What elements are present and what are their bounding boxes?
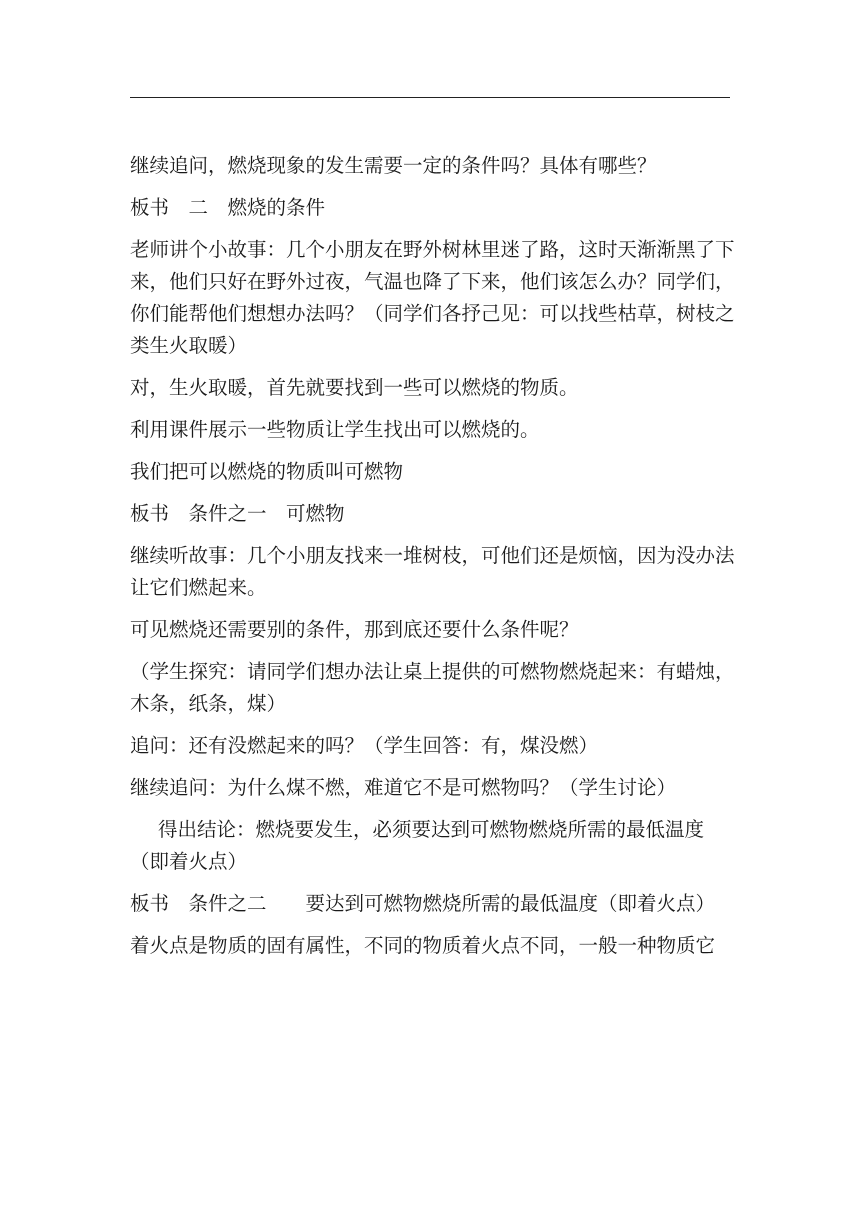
paragraph: 继续追问，燃烧现象的发生需要一定的条件吗？具体有哪些？ xyxy=(130,154,657,177)
conclusion-paragraph: 得出结论：燃烧要发生，必须要达到可燃物燃烧所需的最低温度（即着火点） xyxy=(130,818,705,873)
paragraph: 着火点是物质的固有属性，不同的物质着火点不同，一般一种物质它 xyxy=(130,934,716,957)
paragraph: 对，生火取暖，首先就要找到一些可以燃烧的物质。 xyxy=(130,376,579,399)
paragraph: 继续追问：为什么煤不燃，难道它不是可燃物吗？（学生讨论） xyxy=(130,776,677,799)
board-note-heading: 板书 二 燃烧的条件 xyxy=(130,196,326,219)
paragraph: 老师讲个小故事：几个小朋友在野外树林里迷了路，这时天渐渐黑了下来，他们只好在野外过夜，气温也降了下来，他们该怎么办？同学们，你们能帮他们想想办法吗？（同学们各抒己见：可以找些枯草，树枝之类生火取暖） xyxy=(130,238,735,357)
header-rule xyxy=(130,97,730,98)
paragraph: （学生探究：请同学们想办法让桌上提供的可燃物燃烧起来：有蜡烛，木条，纸条，煤） xyxy=(130,660,735,715)
paragraph: 利用课件展示一些物质让学生找出可以燃烧的。 xyxy=(130,418,540,441)
board-note-heading: 板书 条件之一 可燃物 xyxy=(130,502,345,525)
paragraph: 继续听故事：几个小朋友找来一堆树枝，可他们还是烦恼，因为没办法让它们燃起来。 xyxy=(130,544,735,599)
paragraph: 可见燃烧还需要别的条件，那到底还要什么条件呢？ xyxy=(130,618,579,641)
paragraph: 我们把可以燃烧的物质叫可燃物 xyxy=(130,460,404,483)
board-note-heading: 板书 条件之二 要达到可燃物燃烧所需的最低温度（即着火点） xyxy=(130,892,716,915)
paragraph: 追问：还有没燃起来的吗？（学生回答：有，煤没燃） xyxy=(130,734,599,757)
document-body xyxy=(130,150,736,972)
